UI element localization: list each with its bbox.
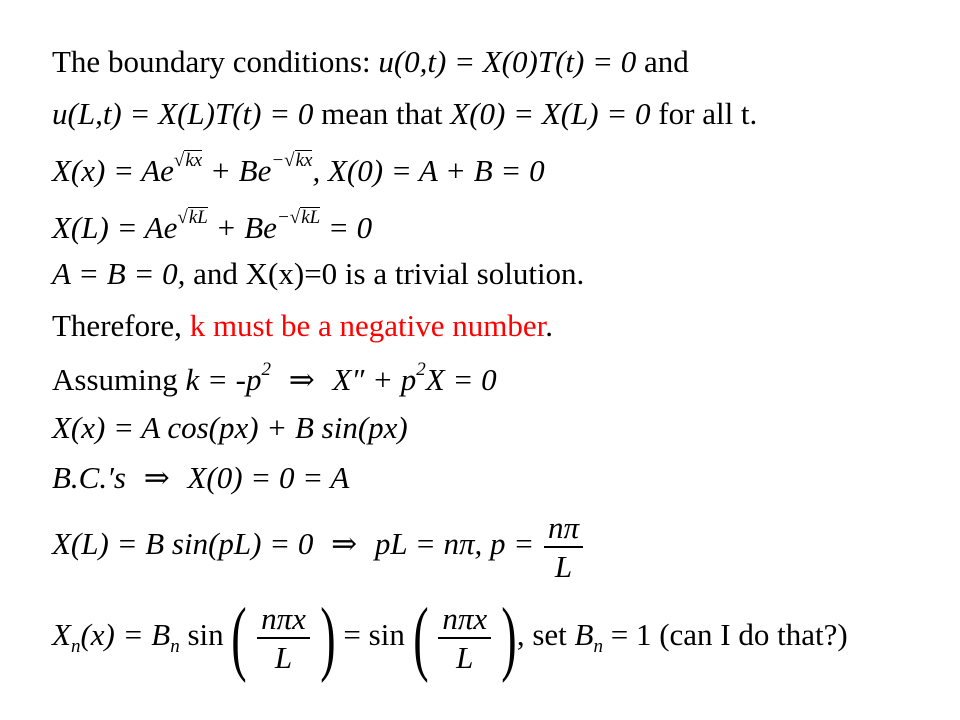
implies-icon: ⇒ [288,362,315,397]
subscript: n [593,636,603,658]
radicand: kL [188,207,208,228]
minus: − [271,150,285,171]
equation: u(L,t) = X(L)T(t) = 0 [52,96,314,131]
line-trivial-solution [52,258,584,289]
right-paren: ) [501,591,517,684]
numerator: nπx [442,601,488,636]
text: for all t. [658,96,758,131]
text: mean that [321,96,443,131]
subscript: n [70,636,81,658]
implies-icon: ⇒ [331,526,358,562]
text: and [644,44,689,79]
radicand: kL [301,207,321,228]
right-paren: ) [319,591,336,684]
equation: X = 0 [425,362,497,397]
exponent: 2 [416,359,426,380]
line-eigenvalue [52,512,585,582]
left-paren: ( [412,591,429,684]
radicand: kx [185,150,203,171]
implies-icon: ⇒ [143,460,170,495]
equation: , X(0) = A + B = 0 [312,153,545,188]
highlight-text: k must be a negative number [189,308,546,343]
text: = 1 (can I do that?) [602,617,848,653]
line-cos-sin-solution [52,412,408,443]
fraction [257,603,310,673]
exponent: √kL [177,207,208,228]
equation: = 0 [320,210,373,245]
equation: k = -p [185,362,262,397]
numerator: nπ [547,510,579,545]
line-boundary-meaning [52,98,757,129]
equation: + Be [207,210,277,245]
exponent: 2 [261,359,272,380]
denominator: L [438,637,491,673]
equation: X(0) = X(L) = 0 [450,96,651,131]
denominator: L [544,546,583,582]
line-therefore [52,310,553,341]
equation: X [52,617,71,653]
line-x-of-l [52,207,372,243]
minus: − [276,207,290,228]
text: Therefore, [52,308,182,343]
equation: pL = nπ, p = [374,526,535,562]
equation: X(L) = B sin(pL) = 0 [52,526,314,562]
equation: X(L) = Ae [52,210,178,245]
equation: + Be [202,153,272,188]
equation: B [574,617,594,653]
line-boundary-conditions [52,46,689,77]
text: The boundary conditions: [52,44,371,79]
subscript: n [170,636,180,658]
text: . [545,308,553,343]
line-assuming [52,360,497,395]
equation: = sin [343,617,405,653]
fraction [438,603,491,673]
equation: X″ + p [332,362,417,397]
text: set [532,617,567,653]
equation: u(0,t) = X(0)T(t) = 0 [378,44,637,79]
equation: B.C.′s [52,460,126,495]
denominator: L [257,637,310,673]
line-bcs [52,462,349,493]
equation: X(x) = Ae [52,153,174,188]
exponent: −√kx [271,150,313,171]
exponent: −√kL [276,207,321,228]
left-paren: ( [231,591,248,684]
fraction [544,512,583,582]
equation: sin [179,617,224,653]
exponent: √kx [173,150,203,171]
text: and X(x)=0 is a trivial solution. [193,256,585,291]
equation: X(0) = 0 = A [187,460,350,495]
text: Assuming [52,362,178,397]
line-eigenfunction [52,591,848,684]
text: , [516,617,525,653]
numerator: nπx [261,601,306,636]
line-general-solution [52,150,545,186]
equation: A = B = 0, [52,256,186,291]
equation: X(x) = A cos(px) + B sin(px) [52,410,408,445]
radicand: kx [295,150,313,171]
equation: (x) = B [80,617,171,653]
